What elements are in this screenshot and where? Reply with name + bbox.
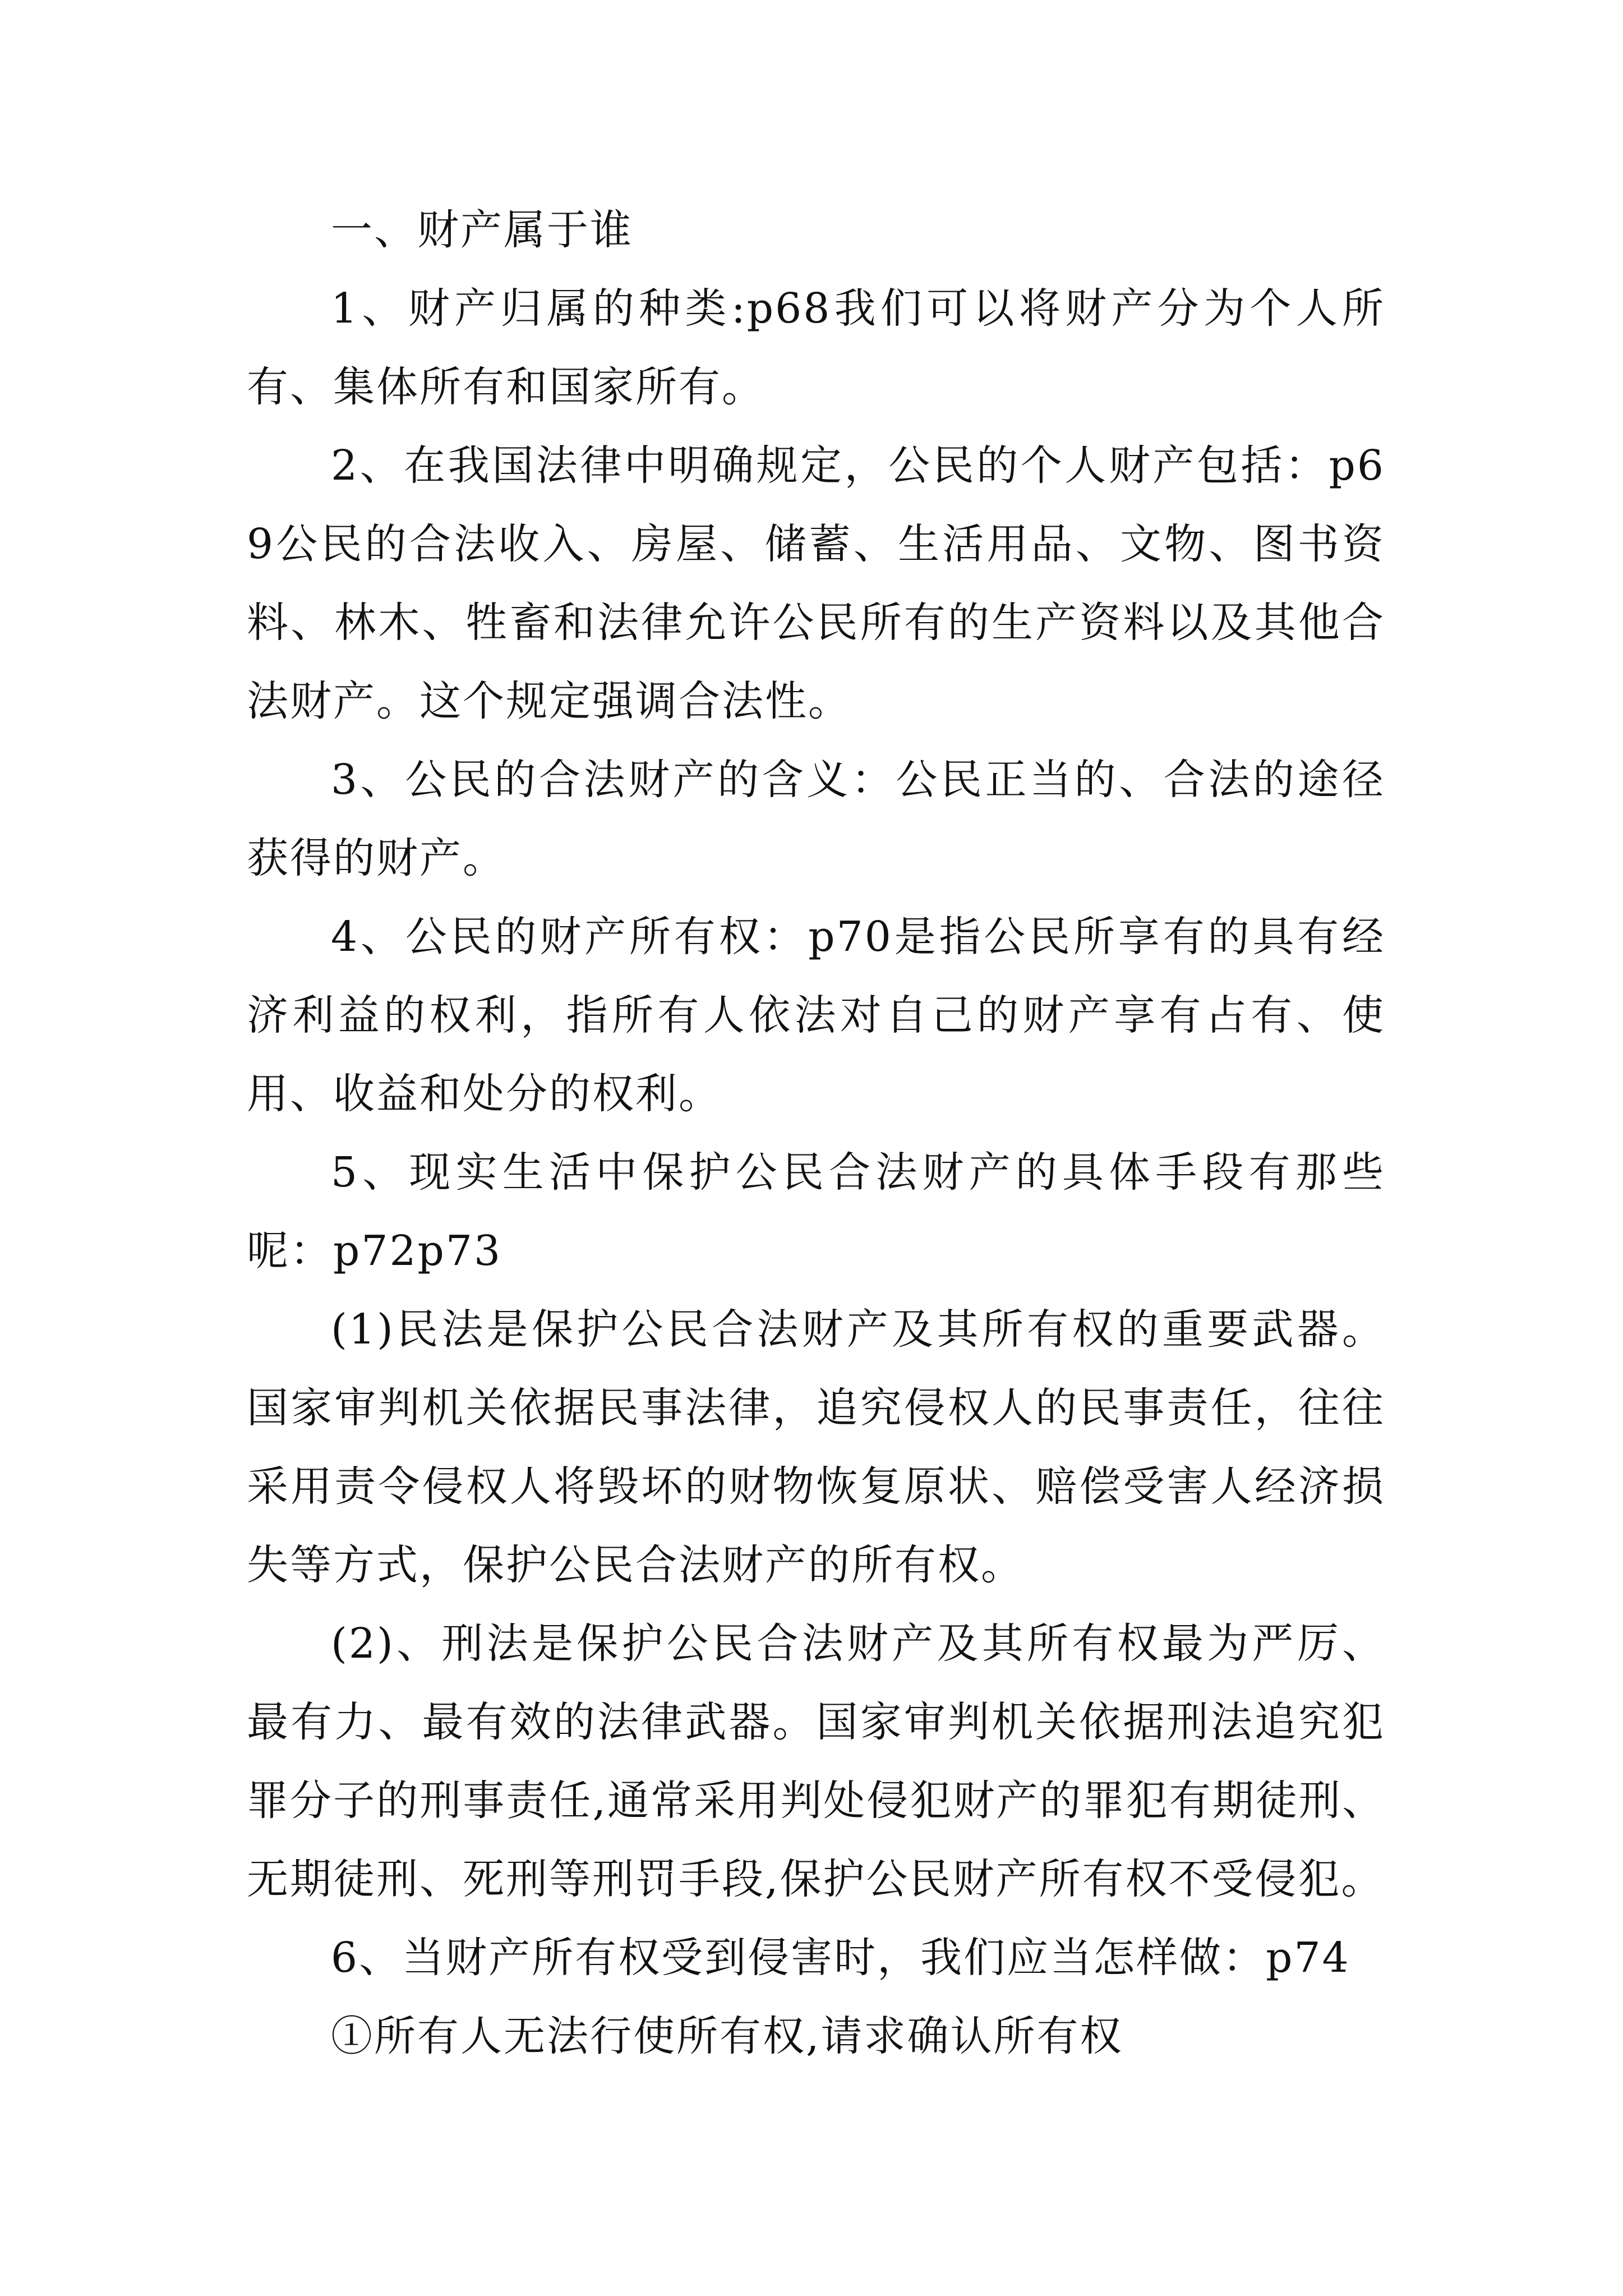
paragraph-4: 4、公民的财产所有权：p70是指公民所享有的具有经济利益的权利，指所有人依法对自己的财产享有占有、使用、收益和处分的权利。 (247, 913, 1385, 1118)
paragraph-5: 5、现实生活中保护公民合法财产的具体手段有那些呢：p72p73 (247, 1148, 1385, 1275)
paragraph-2: 2、在我国法律中明确规定，公民的个人财产包括：p69公民的合法收入、房屋、储蓄、生活用品、文物、图书资料、林木、牲畜和法律允许公民所有的生产资料以及其他合法财产。这个规定强调合法性。 (247, 441, 1385, 725)
paragraph-6: 6、当财产所有权受到侵害时，我们应当怎样做：p74 (331, 1934, 1350, 1982)
paragraph-5-2: (2)、刑法是保护公民合法财产及其所有权最为严厉、最有力、最有效的法律武器。国家审判机关依据刑法追究犯罪分子的刑事责任,通常采用判处侵犯财产的罪犯有期徒刑、无期徒刑、死刑等刑罚手段,保护公民财产所有权不受侵犯。 (247, 1619, 1385, 1903)
paragraph-1: 1、财产归属的种类:p68我们可以将财产分为个人所有、集体所有和国家所有。 (247, 284, 1385, 411)
paragraph-5-1: (1)民法是保护公民合法财产及其所有权的重要武器。国家审判机关依据民事法律，追究侵权人的民事责任，往往采用责令侵权人将毁坏的财物恢复原状、赔偿受害人经济损失等方式，保护公民合法财产的所有权。 (247, 1305, 1385, 1589)
section-heading: 一、财产属于谁 (331, 206, 633, 254)
paragraph-6-1: ①所有人无法行使所有权,请求确认所有权 (331, 2012, 1123, 2060)
paragraph-3: 3、公民的合法财产的含义：公民正当的、合法的途径获得的财产。 (247, 756, 1385, 882)
document-body (247, 191, 1385, 2076)
